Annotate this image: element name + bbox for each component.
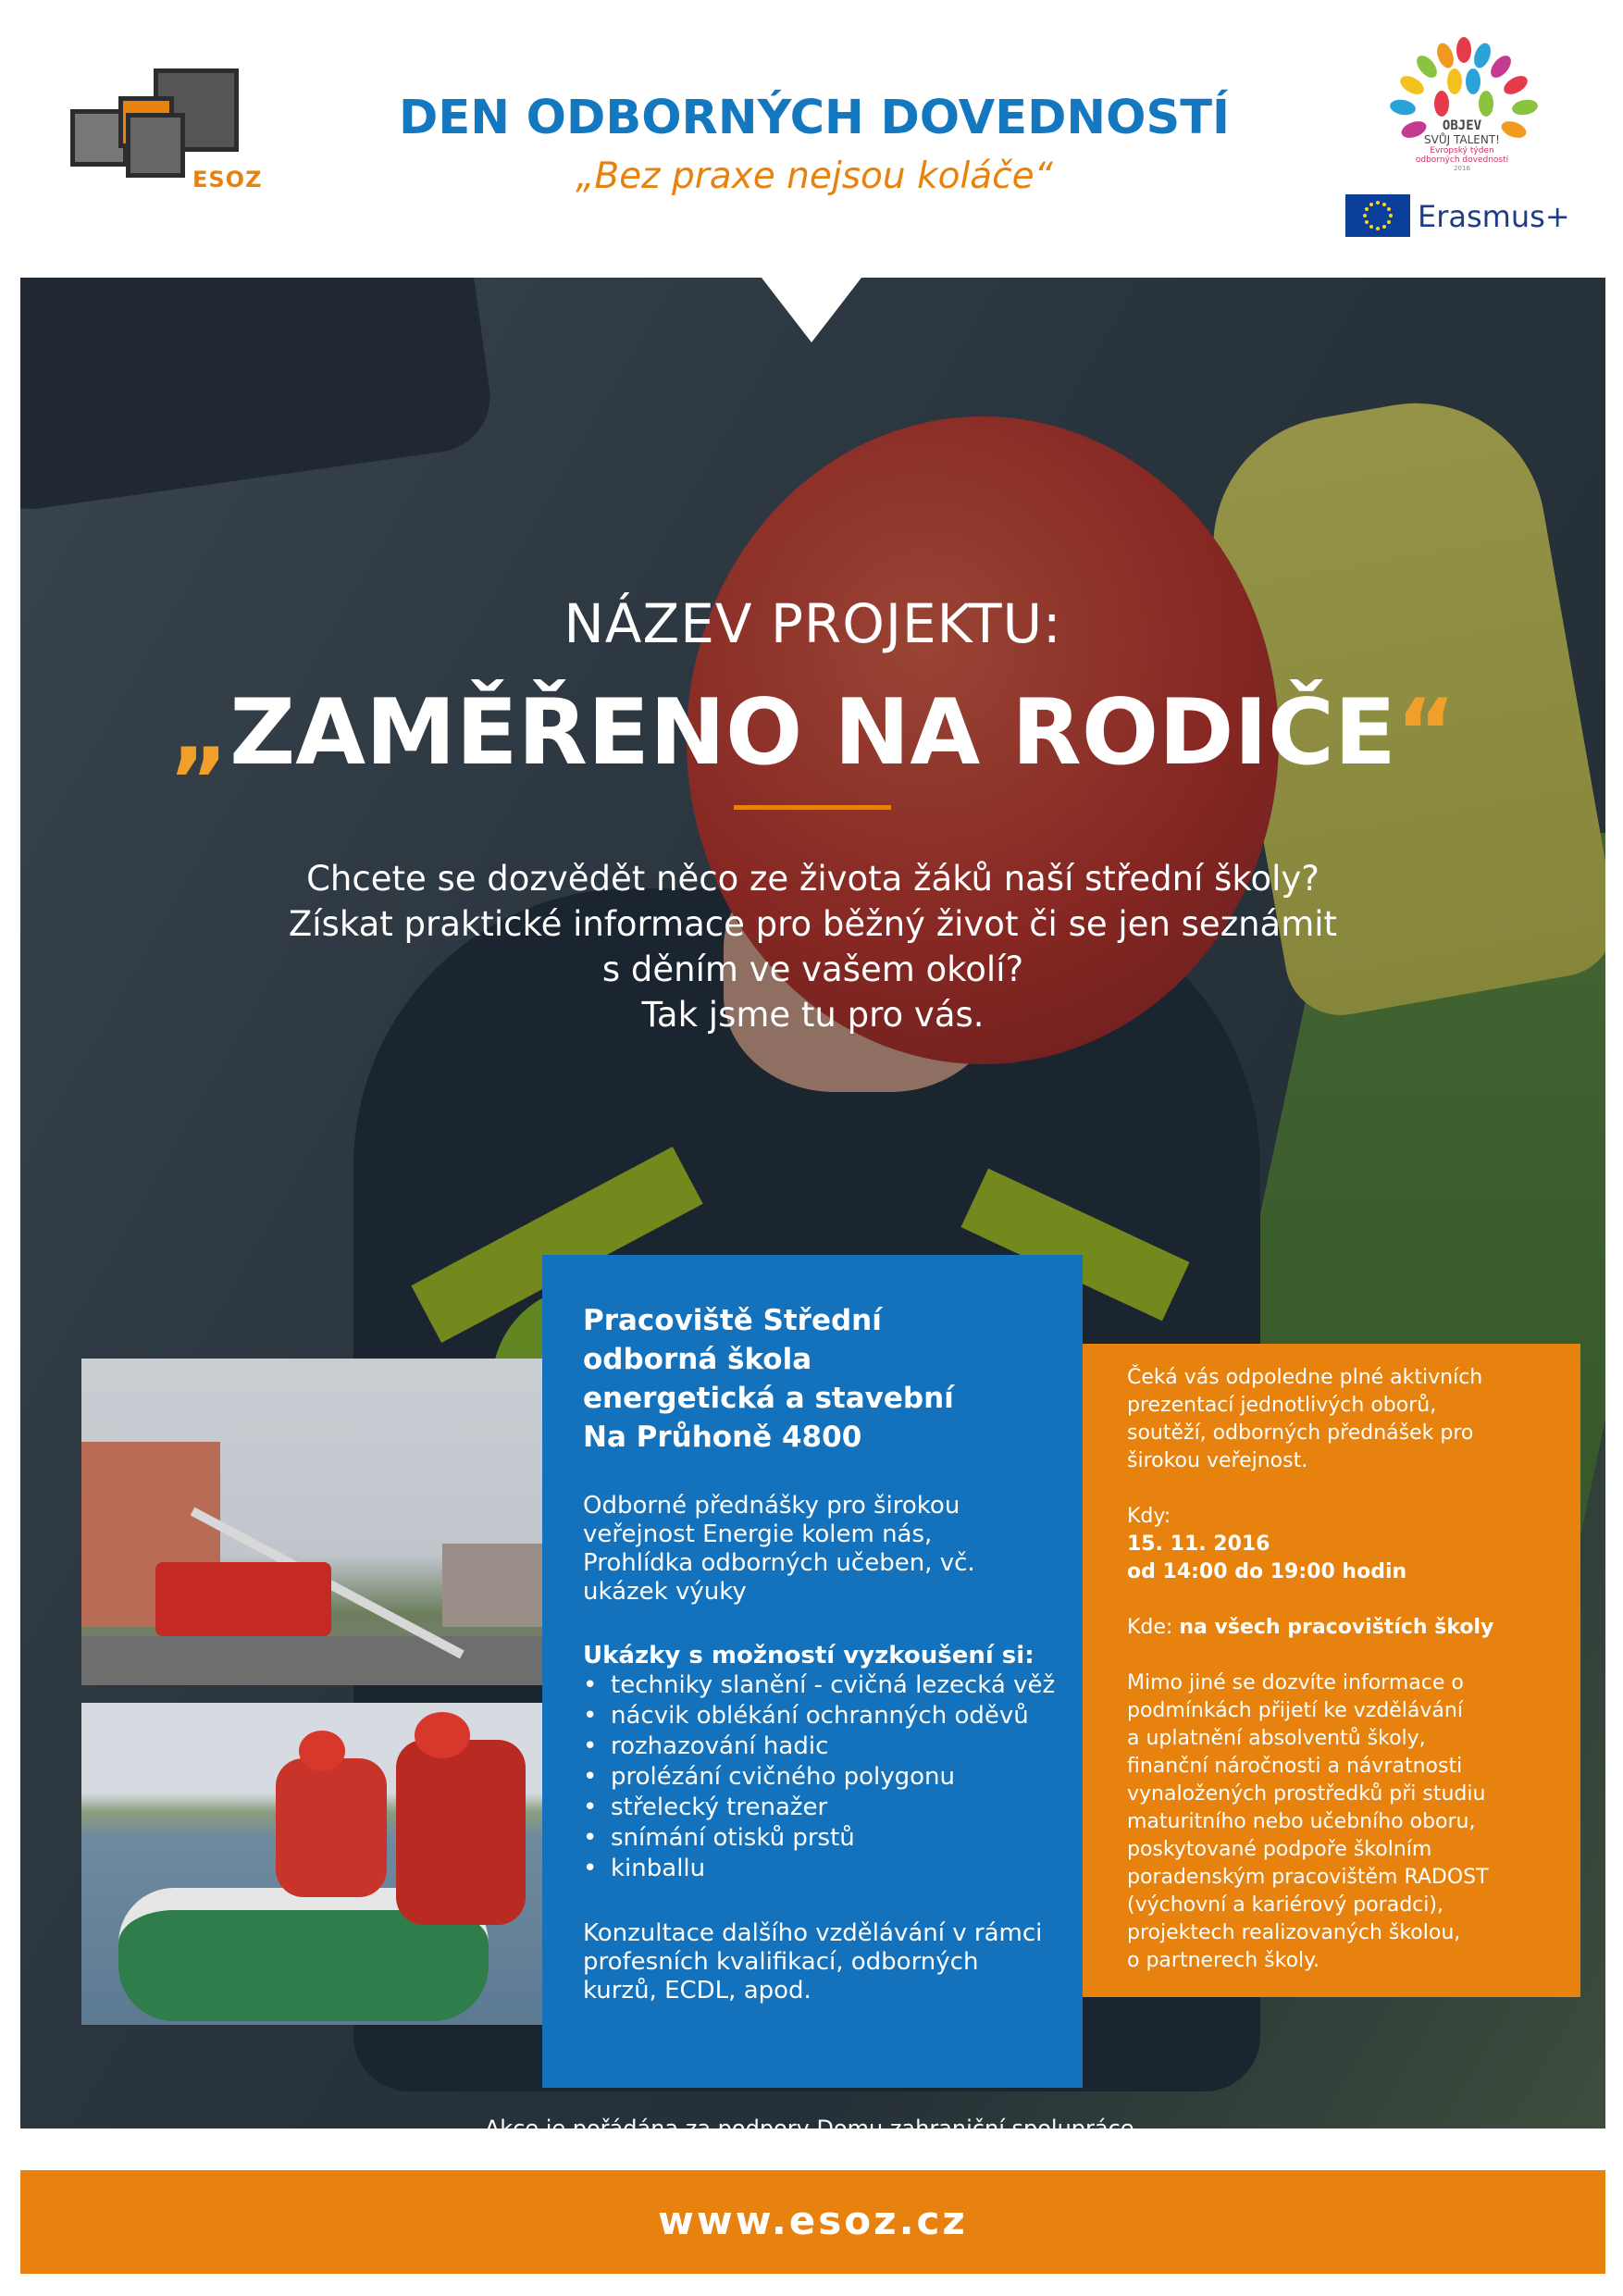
demos-heading: Ukázky s možností vyzkoušení si: xyxy=(583,1642,1035,1669)
info-line: poskytované podpoře školním xyxy=(1127,1838,1432,1861)
details-box xyxy=(1083,1344,1580,1997)
eu-flag-icon xyxy=(1345,194,1410,237)
bullet: • xyxy=(583,1824,598,1852)
where-label: Kde: xyxy=(1127,1616,1173,1639)
list-item-text: kinballu xyxy=(611,1855,706,1882)
details-intro-line: Čeká vás odpoledne plné aktivních xyxy=(1127,1366,1483,1389)
venue-line: Pracoviště Střední xyxy=(583,1304,882,1337)
bullet: • xyxy=(583,1732,598,1760)
info-line: maturitního nebo učebního oboru, xyxy=(1127,1810,1476,1833)
info-line: (výchovní a kariérový poradci), xyxy=(1127,1893,1443,1917)
raft-photo xyxy=(81,1703,542,2025)
erasmus-label: Erasmus+ xyxy=(1418,199,1570,234)
lectures-line: Prohlídka odborných učeben, vč. xyxy=(583,1549,975,1577)
consult-line: Konzultace dalšího vzdělávání v rámci xyxy=(583,1919,1043,1947)
bullet: • xyxy=(583,1702,598,1730)
details-info xyxy=(1127,1669,1562,1975)
campaign-line3: Evropský týden xyxy=(1430,146,1494,155)
where-value: na všech pracovištích školy xyxy=(1179,1616,1494,1639)
campaign-line2: SVŮJ TALENT! xyxy=(1424,133,1500,146)
bullet: • xyxy=(583,1671,598,1699)
info-line: finanční náročnosti a návratnosti xyxy=(1127,1755,1463,1778)
list-item xyxy=(583,1670,1055,1701)
event-date: 15. 11. 2016 xyxy=(1127,1533,1270,1556)
header-notch xyxy=(762,278,861,342)
consultation-text xyxy=(583,1919,1055,2005)
lectures-line: Odborné přednášky pro širokou xyxy=(583,1492,960,1520)
info-line: projektech realizovaných školou, xyxy=(1127,1921,1461,1944)
campaign-line1: OBJEV xyxy=(1442,118,1482,133)
intro-line: Tak jsme tu pro vás. xyxy=(641,995,985,1035)
footer-bar xyxy=(20,2170,1605,2274)
list-item xyxy=(583,1854,1055,1884)
demos-list xyxy=(583,1670,1055,1884)
details-intro-line: soutěží, odborných přednášek pro xyxy=(1127,1421,1474,1445)
consult-line: kurzů, ECDL, apod. xyxy=(583,1977,812,2004)
event-where xyxy=(1127,1614,1562,1642)
esoz-logo xyxy=(70,68,279,194)
intro-line: Získat praktické informace pro běžný život či se jen seznámit xyxy=(288,904,1338,944)
info-line: poradenským pracovištěm RADOST xyxy=(1127,1866,1489,1889)
list-item-text: rozhazování hadic xyxy=(611,1732,829,1760)
header-subtitle: „Bez praxe nejsou koláče“ xyxy=(576,155,1053,197)
list-item xyxy=(583,1701,1055,1731)
details-intro xyxy=(1127,1364,1562,1475)
logo-text: ESOZ xyxy=(192,167,263,192)
list-item-text: prolézání cvičného polygonu xyxy=(611,1763,956,1791)
info-line: a uplatnění absolventů školy, xyxy=(1127,1727,1426,1750)
list-item-text: střelecký trenažer xyxy=(611,1793,828,1821)
project-name xyxy=(20,680,1605,786)
campaign-text xyxy=(1369,118,1555,172)
list-item-text: snímání otisků prstů xyxy=(611,1824,855,1852)
project-label: NÁZEV PROJEKTU: xyxy=(564,592,1062,655)
info-line: podmínkách přijetí ke vzdělávání xyxy=(1127,1699,1463,1722)
campaign-year: 2016 xyxy=(1454,165,1470,172)
close-quote: “ xyxy=(1395,680,1456,786)
open-quote: „ xyxy=(169,680,230,786)
title-underline xyxy=(734,805,891,810)
fire-truck-photo xyxy=(81,1359,542,1685)
venue-line: odborná škola xyxy=(583,1343,812,1376)
lectures-line: veřejnost Energie kolem nás, xyxy=(583,1520,933,1548)
list-item-text: techniky slanění - cvičná lezecká věž xyxy=(611,1671,1056,1699)
bullet: • xyxy=(583,1763,598,1791)
website-link[interactable]: www.esoz.cz xyxy=(658,2198,968,2243)
project-name-text: ZAMĚŘENO NA RODIČE xyxy=(229,680,1396,786)
header-title: DEN ODBORNÝCH DOVEDNOSTÍ xyxy=(399,91,1230,145)
bullet: • xyxy=(583,1855,598,1882)
info-line: vynaložených prostředků při studiu xyxy=(1127,1782,1486,1806)
when-label: Kdy: xyxy=(1127,1505,1171,1528)
list-item-text: nácvik oblékání ochranných oděvů xyxy=(611,1702,1029,1730)
lectures-text xyxy=(583,1492,1055,1607)
info-line: Mimo jiné se dozvíte informace o xyxy=(1127,1671,1464,1694)
list-item xyxy=(583,1793,1055,1823)
intro-line: Chcete se dozvědět něco ze života žáků naší střední školy? xyxy=(306,859,1319,899)
info-line: o partnerech školy. xyxy=(1127,1949,1320,1972)
consult-line: profesních kvalifikací, odborných xyxy=(583,1948,979,1976)
venue-line: Na Průhoně 4800 xyxy=(583,1421,862,1454)
lectures-line: ukázek výuky xyxy=(583,1578,747,1606)
list-item xyxy=(583,1823,1055,1854)
venue-heading xyxy=(583,1301,1055,1457)
list-item xyxy=(583,1762,1055,1793)
logo-square-mid xyxy=(126,113,185,178)
bullet: • xyxy=(583,1793,598,1821)
event-time: od 14:00 do 19:00 hodin xyxy=(1127,1560,1407,1583)
support-note: Akce je pořádána za podpory Domu zahraniční spolupráce. xyxy=(484,2116,1142,2141)
details-intro-line: prezentací jednotlivých oborů, xyxy=(1127,1394,1437,1417)
venue-line: energetická a stavební xyxy=(583,1382,954,1415)
intro-line: s děním ve vašem okolí? xyxy=(601,949,1024,989)
program-box xyxy=(542,1255,1083,2088)
event-when xyxy=(1127,1503,1562,1586)
campaign-line4: odborných dovedností xyxy=(1415,155,1509,165)
details-intro-line: širokou veřejnost. xyxy=(1127,1449,1308,1472)
intro-text xyxy=(159,856,1467,1037)
list-item xyxy=(583,1731,1055,1762)
